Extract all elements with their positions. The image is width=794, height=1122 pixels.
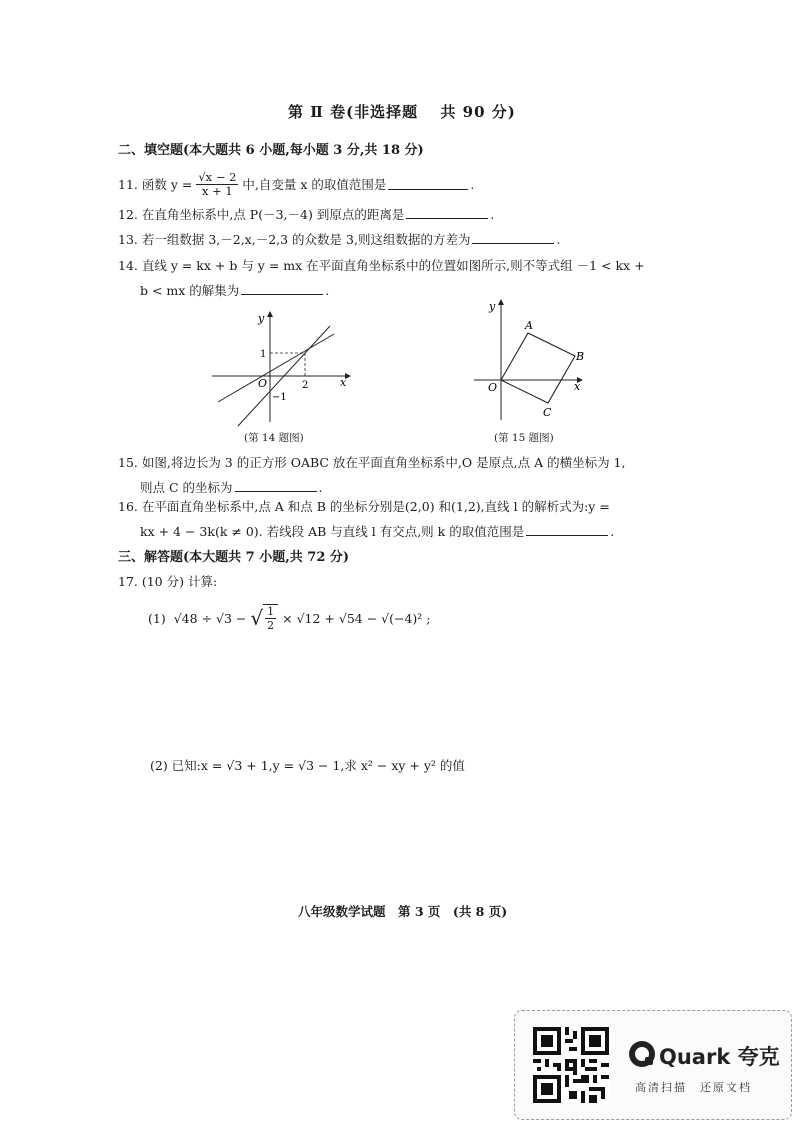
q13-answer-blank[interactable] — [472, 232, 554, 244]
q15-text: 则点 C 的坐标为 — [140, 480, 233, 495]
page-footer: 八年级数学试题 第 3 页 (共 8 页) — [298, 904, 508, 919]
q17-p1-expr-b: × √12 + √54 − √(−4)² ; — [282, 610, 431, 626]
fig15-label-x: x — [574, 380, 581, 393]
figure-14-graph — [204, 308, 364, 428]
q11-prefix: 11. 函数 y = — [118, 177, 193, 192]
question-15-line1: 15. 如图,将边长为 3 的正方形 OABC 放在平面直角坐标系中,O 是原点,点 A 的横坐标为 1, — [118, 455, 626, 470]
question-15-line2 — [140, 478, 323, 496]
q17-p1-sqrt-half — [250, 604, 278, 632]
q11-answer-blank[interactable] — [388, 178, 468, 190]
figure-15-caption: (第 15 题图) — [494, 432, 554, 444]
q12-end: . — [490, 207, 495, 222]
fig14-label-neg1: −1 — [272, 392, 287, 403]
q12-answer-blank[interactable] — [406, 207, 488, 219]
q14-end: . — [325, 283, 330, 298]
qr-code-icon — [533, 1027, 609, 1103]
fig15-label-A: A — [525, 319, 533, 332]
q16-end: . — [610, 524, 615, 539]
q13-end: . — [556, 232, 561, 247]
q15-end: . — [318, 480, 323, 495]
q11-fraction — [196, 171, 238, 198]
question-16-line1: 16. 在平面直角坐标系中,点 A 和点 B 的坐标分别是(2,0) 和(1,2),直线 l 的解析式为:y = — [118, 499, 610, 514]
q14-text: b < mx 的解集为 — [140, 283, 240, 298]
question-17-label: 17. (10 分) 计算: — [118, 574, 218, 589]
fig14-label-two: 2 — [302, 380, 309, 391]
question-13 — [118, 230, 560, 248]
figure-15-graph — [472, 296, 592, 426]
fig14-label-y: y — [258, 312, 265, 325]
q11-denominator: x + 1 — [202, 183, 233, 198]
q11-end: . — [470, 176, 475, 192]
question-14-line1: 14. 直线 y = kx + b 与 y = mx 在平面直角坐标系中的位置如图所示,则不等式组 －1 < kx + — [118, 258, 645, 273]
fig15-label-y: y — [489, 300, 496, 313]
q17-p1-frac-den: 2 — [267, 619, 275, 632]
fig14-label-x: x — [340, 376, 347, 389]
q16-text: kx + 4 − 3k(k ≠ 0). 若线段 AB 与直线 l 有交点,则 k 的取值范围是 — [140, 524, 525, 539]
q13-text: 13. 若一组数据 3,－2,x,－2,3 的众数是 3,则这组数据的方差为 — [118, 232, 471, 247]
q17-p1-expr-a: √48 ÷ √3 − — [173, 610, 247, 626]
question-16-line2 — [140, 522, 614, 540]
q12-text: 12. 在直角坐标系中,点 P(－3,－4) 到原点的距离是 — [118, 207, 405, 222]
question-17-part2: (2) 已知:x = √3 + 1,y = √3 − 1,求 x² − xy + y² 的值 — [150, 758, 465, 773]
q11-numerator: √x − 2 — [198, 169, 237, 184]
radical-sign-icon: √ — [250, 606, 264, 630]
fig15-label-C: C — [543, 406, 552, 419]
q15-answer-blank[interactable] — [235, 480, 317, 492]
q14-answer-blank[interactable] — [241, 283, 323, 295]
q17-p1-label: (1) — [148, 610, 166, 626]
q17-p1-fraction — [263, 604, 278, 632]
quark-tagline: 高清扫描 还原文档 — [635, 1081, 752, 1094]
fig14-label-origin: O — [258, 377, 268, 390]
quark-brand-name: Quark 夸克 — [659, 1045, 780, 1069]
q11-suffix: 中,自变量 x 的取值范围是 — [242, 177, 387, 192]
figure-14-caption: (第 14 题图) — [244, 432, 304, 444]
section-heading-fill-in: 二、填空题(本大题共 6 小题,每小题 3 分,共 18 分) — [118, 143, 424, 158]
section-heading-solutions: 三、解答题(本大题共 7 小题,共 72 分) — [118, 550, 350, 565]
question-14-line2 — [140, 281, 329, 299]
question-12 — [118, 205, 494, 223]
fig15-label-origin: O — [488, 381, 498, 394]
fig15-label-B: B — [576, 350, 585, 363]
page-title: 第 Ⅱ 卷(非选择题 共 90 分) — [288, 103, 516, 121]
quark-logo-icon — [629, 1041, 655, 1067]
quark-watermark-panel — [514, 1010, 792, 1120]
question-11 — [118, 169, 474, 199]
q16-answer-blank[interactable] — [526, 524, 608, 536]
fig15-square-OABC — [501, 333, 575, 403]
fig14-label-one: 1 — [260, 349, 267, 360]
q17-p1-frac-num: 1 — [267, 605, 275, 618]
question-17-part1 — [148, 600, 431, 636]
